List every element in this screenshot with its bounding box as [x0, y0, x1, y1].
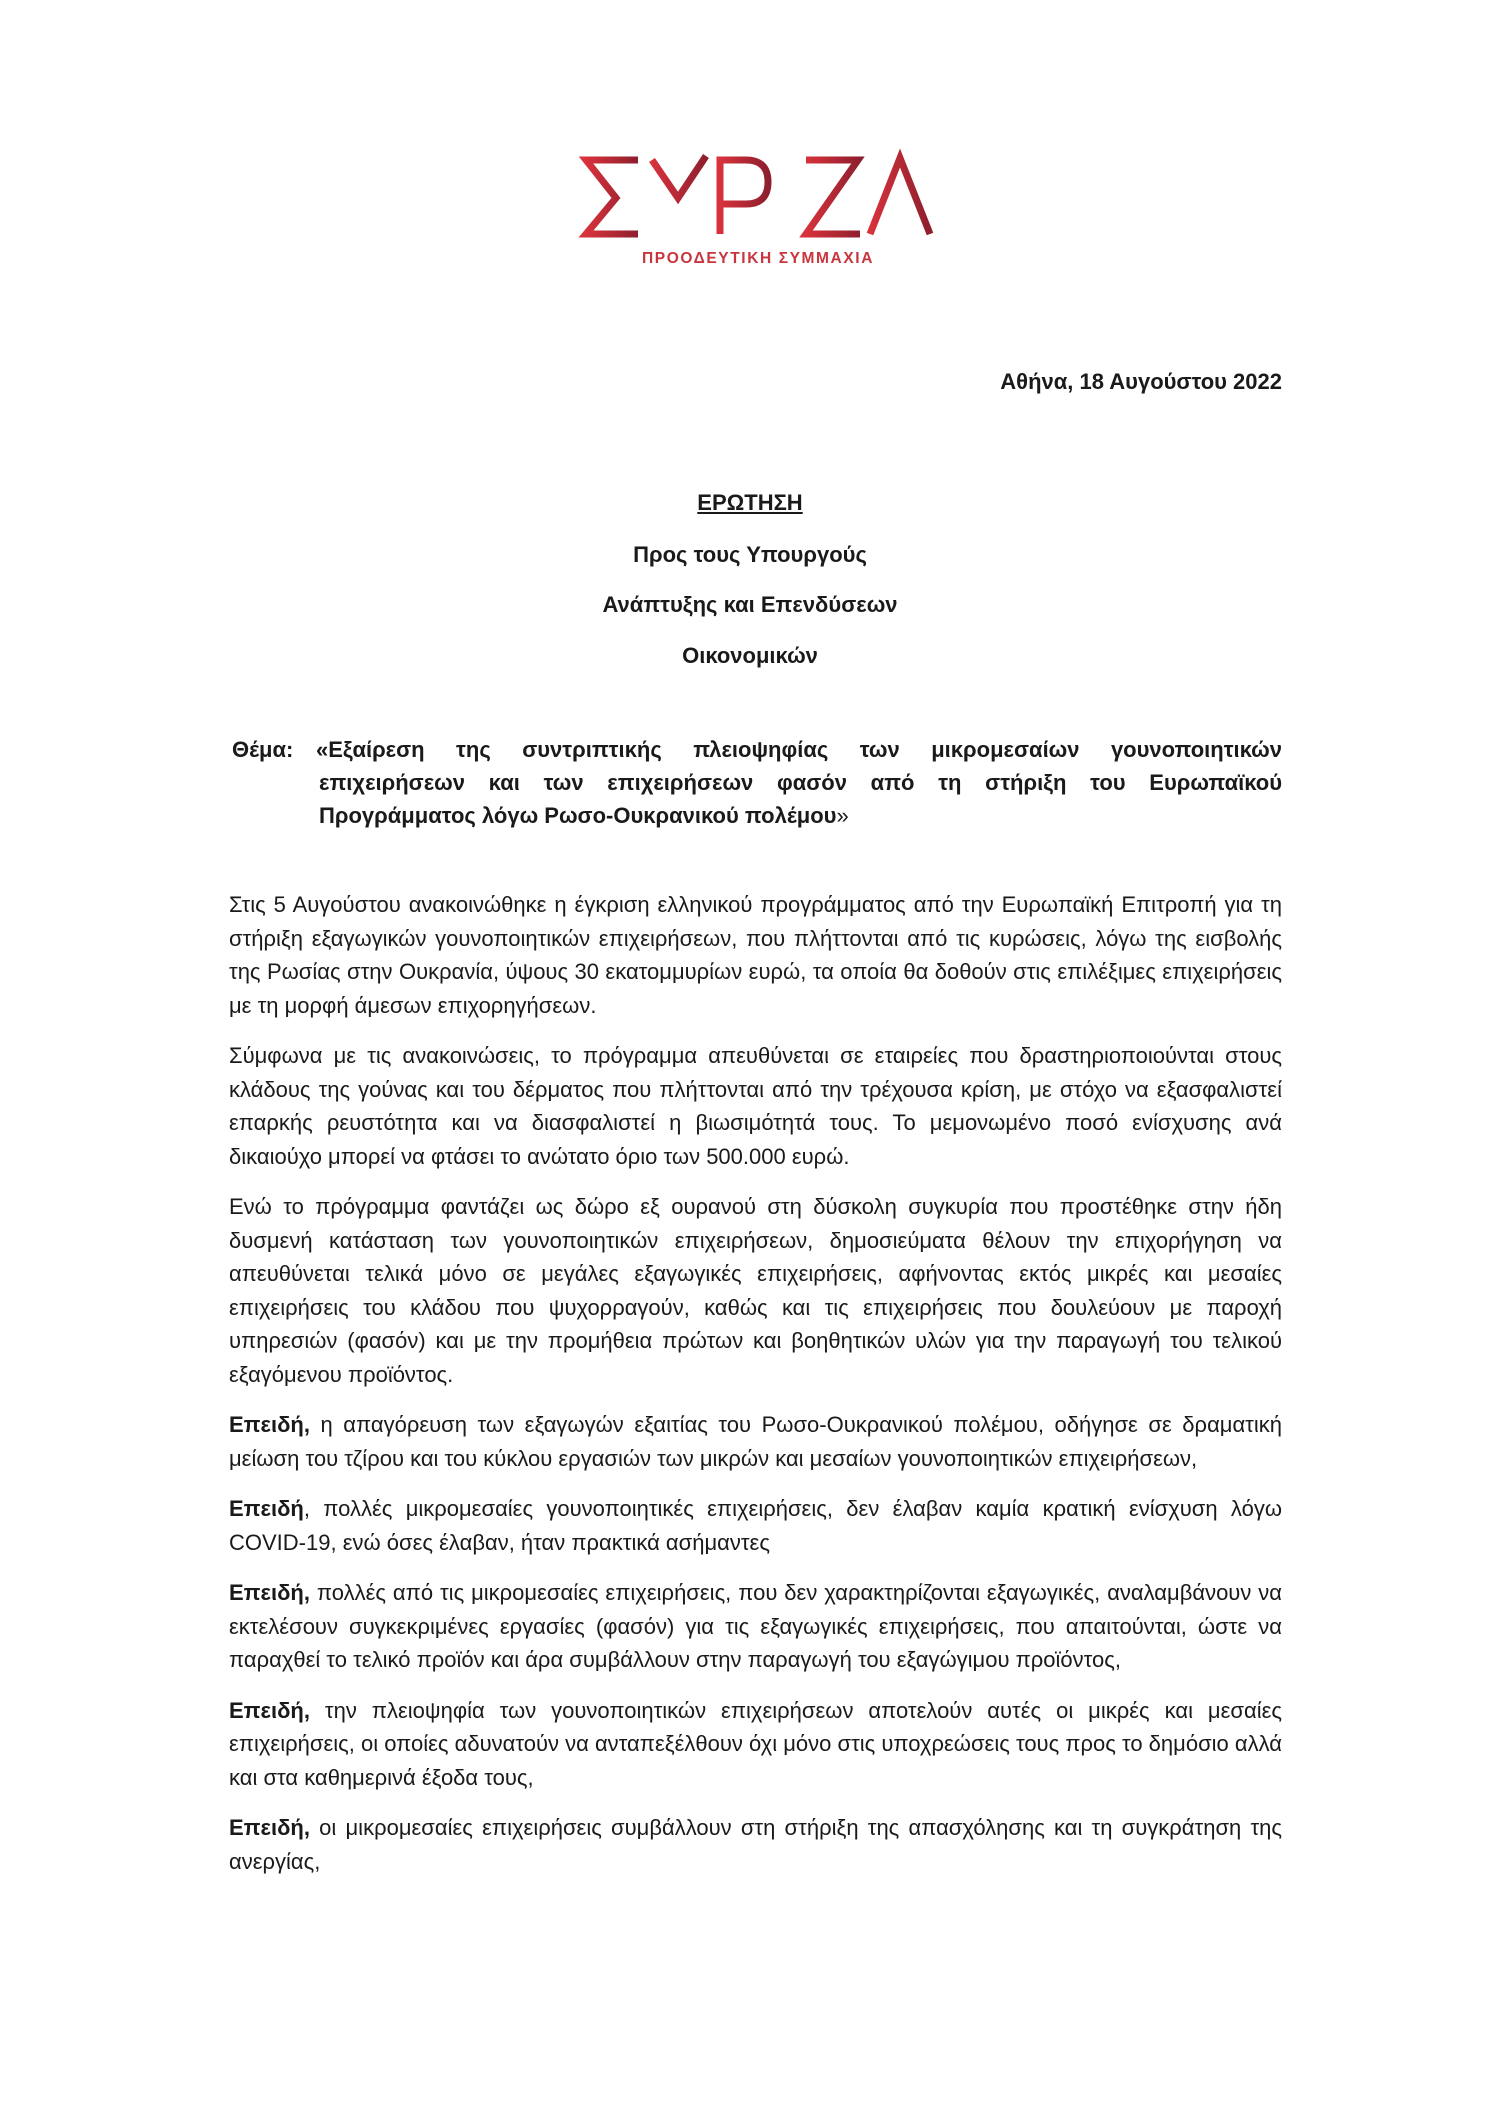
subject-text-body: «Εξαίρεση της συντριπτικής πλειοψηφίας των μικρομεσαίων γουνοποιητικών επιχειρήσεων και των επιχειρήσεων φασόν από τη στήριξη του Ευρωπαϊκού Προγράμματος λόγω Ρωσο-Ουκρανικού πολέμου [316, 737, 1282, 828]
paragraph-text: , πολλές μικρομεσαίες γουνοποιητικές επιχειρήσεις, δεν έλαβαν καμία κρατική ενίσχυση λόγω COVID-19, ενώ όσες έλαβαν, ήταν πρακτικά ασήμαντες [229, 1496, 1282, 1555]
ministry-finance: Οικονομικών [682, 643, 818, 668]
question-title [0, 490, 1500, 516]
syriza-logo-mark [578, 146, 938, 246]
addressee-line: Προς τους Υπουργούς [633, 542, 867, 567]
subject-label: Θέμα: [232, 737, 294, 762]
paragraph [229, 1811, 1282, 1878]
paragraph [229, 888, 1282, 1022]
ministry-development: Ανάπτυξης και Επενδύσεων [602, 592, 898, 617]
paragraph-lead: Επειδή [229, 1496, 304, 1521]
question-title-text: ΕΡΩΤΗΣΗ [697, 490, 803, 515]
paragraph [229, 1039, 1282, 1173]
paragraph-text: την πλειοψηφία των γουνοποιητικών επιχειρήσεων αποτελούν αυτές οι μικρές και μεσαίες επιχειρήσεις, οι οποίες αδυνατούν να ανταπεξέλθουν όχι μόνο στις υποχρεώσεις τους προς το δημόσιο αλλά και στα καθημερινά έξοδα τους, [229, 1697, 1282, 1790]
paragraph-text: οι μικρομεσαίες επιχειρήσεις συμβάλλουν στη στήριξη της απασχόλησης και τη συγκράτηση της ανεργίας, [229, 1815, 1282, 1874]
paragraph-text: Σύμφωνα με τις ανακοινώσεις, το πρόγραμμα απευθύνεται σε εταιρείες που δραστηριοποιούνται στους κλάδους της γούνας και του δέρματος που πλήττονται από την τρέχουσα κρίση, με στόχο να εξασφαλιστεί επαρκής ρευστότητα και να διασφαλιστεί η βιωσιμότητά τους. Το μεμονωμένο ποσό ενίσχυσης ανά δικαιούχο μπορεί να φτάσει το ανώτατο όριο των 500.000 ευρώ. [229, 1043, 1282, 1169]
subject-text [316, 733, 1282, 832]
paragraph [229, 1694, 1282, 1795]
subject-closing-quote: » [836, 803, 849, 828]
document-date: Αθήνα, 18 Αυγούστου 2022 [1000, 369, 1282, 394]
paragraph [229, 1576, 1282, 1677]
paragraph [229, 1190, 1282, 1391]
document-body [229, 888, 1282, 1895]
paragraph [229, 1492, 1282, 1559]
paragraph-text: Ενώ το πρόγραμμα φαντάζει ως δώρο εξ ουρανού στη δύσκολη συγκυρία που προστέθηκε στην ήδη δυσμενή κατάσταση των γουνοποιητικών επιχειρήσεων, δημοσιεύματα θέλουν την επιχορήγηση να απευθύνεται τελικά μόνο σε μεγάλες εξαγωγικές επιχειρήσεις, αφήνοντας εκτός μικρές και μεσαίες επιχειρήσεις του κλάδου που ψυχορραγούν, καθώς και τις επιχειρήσεις που δουλεύουν με παροχή υπηρεσιών (φασόν) και με την προμήθεια πρώτων και βοηθητικών υλών για την παραγωγή του τελικού εξαγόμενου προϊόντος. [229, 1194, 1282, 1387]
paragraph-text: Στις 5 Αυγούστου ανακοινώθηκε η έγκριση ελληνικού προγράμματος από την Ευρωπαϊκή Επιτροπή για τη στήριξη εξαγωγικών γουνοποιητικών επιχειρήσεων, που πλήττονται από τις κυρώσεις, λόγω της εισβολής της Ρωσίας στην Ουκρανία, ύψους 30 εκατομμυρίων ευρώ, τα οποία θα δοθούν στις επιλέξιμες επιχειρήσεις με τη μορφή άμεσων επιχορηγήσεων. [229, 892, 1282, 1018]
paragraph-lead: Επειδή, [229, 1580, 310, 1605]
paragraph [229, 1408, 1282, 1475]
syriza-logo [578, 146, 938, 276]
paragraph-text: η απαγόρευση των εξαγωγών εξαιτίας του Ρωσο-Ουκρανικού πολέμου, οδήγησε σε δραματική μείωση του τζίρου και του κύκλου εργασιών των μικρών και μεσαίων γουνοποιητικών επιχειρήσεων, [229, 1412, 1282, 1471]
paragraph-lead: Επειδή, [229, 1412, 310, 1437]
paragraph-lead: Επειδή, [229, 1697, 310, 1723]
logo-tagline: ΠΡΟΟΔΕΥΤΙΚΗ ΣΥΜΜΑΧΙΑ [641, 250, 874, 267]
subject-block [232, 733, 1282, 832]
paragraph-lead: Επειδή, [229, 1815, 310, 1840]
paragraph-text: πολλές από τις μικρομεσαίες επιχειρήσεις, που δεν χαρακτηρίζονται εξαγωγικές, αναλαμβάνουν να εκτελέσουν συγκεκριμένες εργασίες (φασόν) για τις εξαγωγικές επιχειρήσεις, που απαιτούνται, ώστε να παραχθεί το τελικό προϊόν και άρα συμβάλλουν στην παραγωγή του εξαγώγιμου προϊόντος, [229, 1580, 1282, 1672]
